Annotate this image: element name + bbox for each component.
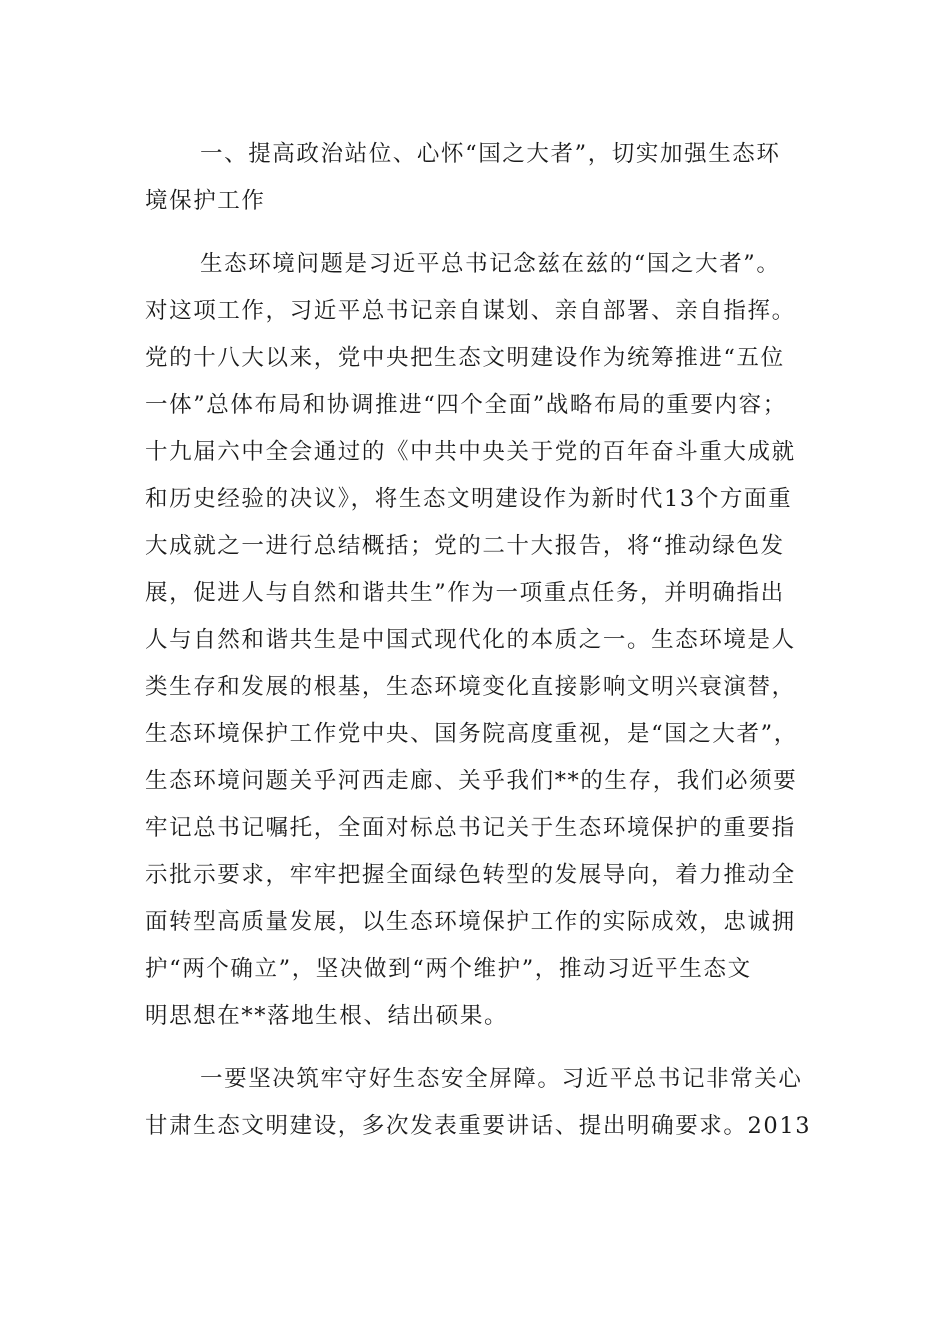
- paragraph-line: 甘肃生态文明建设，多次发表重要讲话、提出明确要求。2013: [145, 1113, 812, 1139]
- section-heading-line-2: 境保护工作: [145, 188, 266, 214]
- paragraph-line: 牢记总书记嘱托，全面对标总书记关于生态环境保护的重要指: [145, 815, 796, 841]
- paragraph-line: 十九届六中全会通过的《中共中央关于党的百年奋斗重大成就: [145, 439, 796, 465]
- paragraph-line: 展，促进人与自然和谐共生”作为一项重点任务，并明确指出: [145, 580, 785, 606]
- paragraph-line: 一体”总体布局和协调推进“四个全面”战略布局的重要内容；: [145, 392, 787, 418]
- paragraph-line: 人与自然和谐共生是中国式现代化的本质之一。生态环境是人: [145, 627, 796, 653]
- section-heading-line-1: 一、提高政治站位、心怀“国之大者”，切实加强生态环: [200, 141, 781, 167]
- paragraph-line: 类生存和发展的根基，生态环境变化直接影响文明兴衰演替，: [145, 674, 796, 700]
- paragraph-line: 一要坚决筑牢守好生态安全屏障。习近平总书记非常关心: [200, 1066, 803, 1092]
- paragraph-line: 生态环境保护工作党中央、国务院高度重视，是“国之大者”，: [145, 721, 798, 747]
- paragraph-line: 面转型高质量发展，以生态环境保护工作的实际成效，忠诚拥: [145, 909, 796, 935]
- paragraph-line: 护“两个确立”，坚决做到“两个维护”，推动习近平生态文: [145, 956, 752, 982]
- paragraph-line: 党的十八大以来，党中央把生态文明建设作为统筹推进“五位: [145, 345, 785, 371]
- paragraph-line: 对这项工作，习近平总书记亲自谋划、亲自部署、亲自指挥。: [145, 298, 796, 324]
- paragraph-line: 和历史经验的决议》，将生态文明建设作为新时代13个方面重: [145, 486, 793, 512]
- paragraph-line: 大成就之一进行总结概括；党的二十大报告，将“推动绿色发: [145, 533, 785, 559]
- paragraph-line: 生态环境问题关乎河西走廊、关乎我们**的生存，我们必须要: [145, 768, 798, 794]
- paragraph-line: 明思想在**落地生根、结出硕果。: [145, 1003, 509, 1029]
- paragraph-line: 示批示要求，牢牢把握全面绿色转型的发展导向，着力推动全: [145, 862, 796, 888]
- paragraph-line: 生态环境问题是习近平总书记念兹在兹的“国之大者”。: [200, 251, 781, 277]
